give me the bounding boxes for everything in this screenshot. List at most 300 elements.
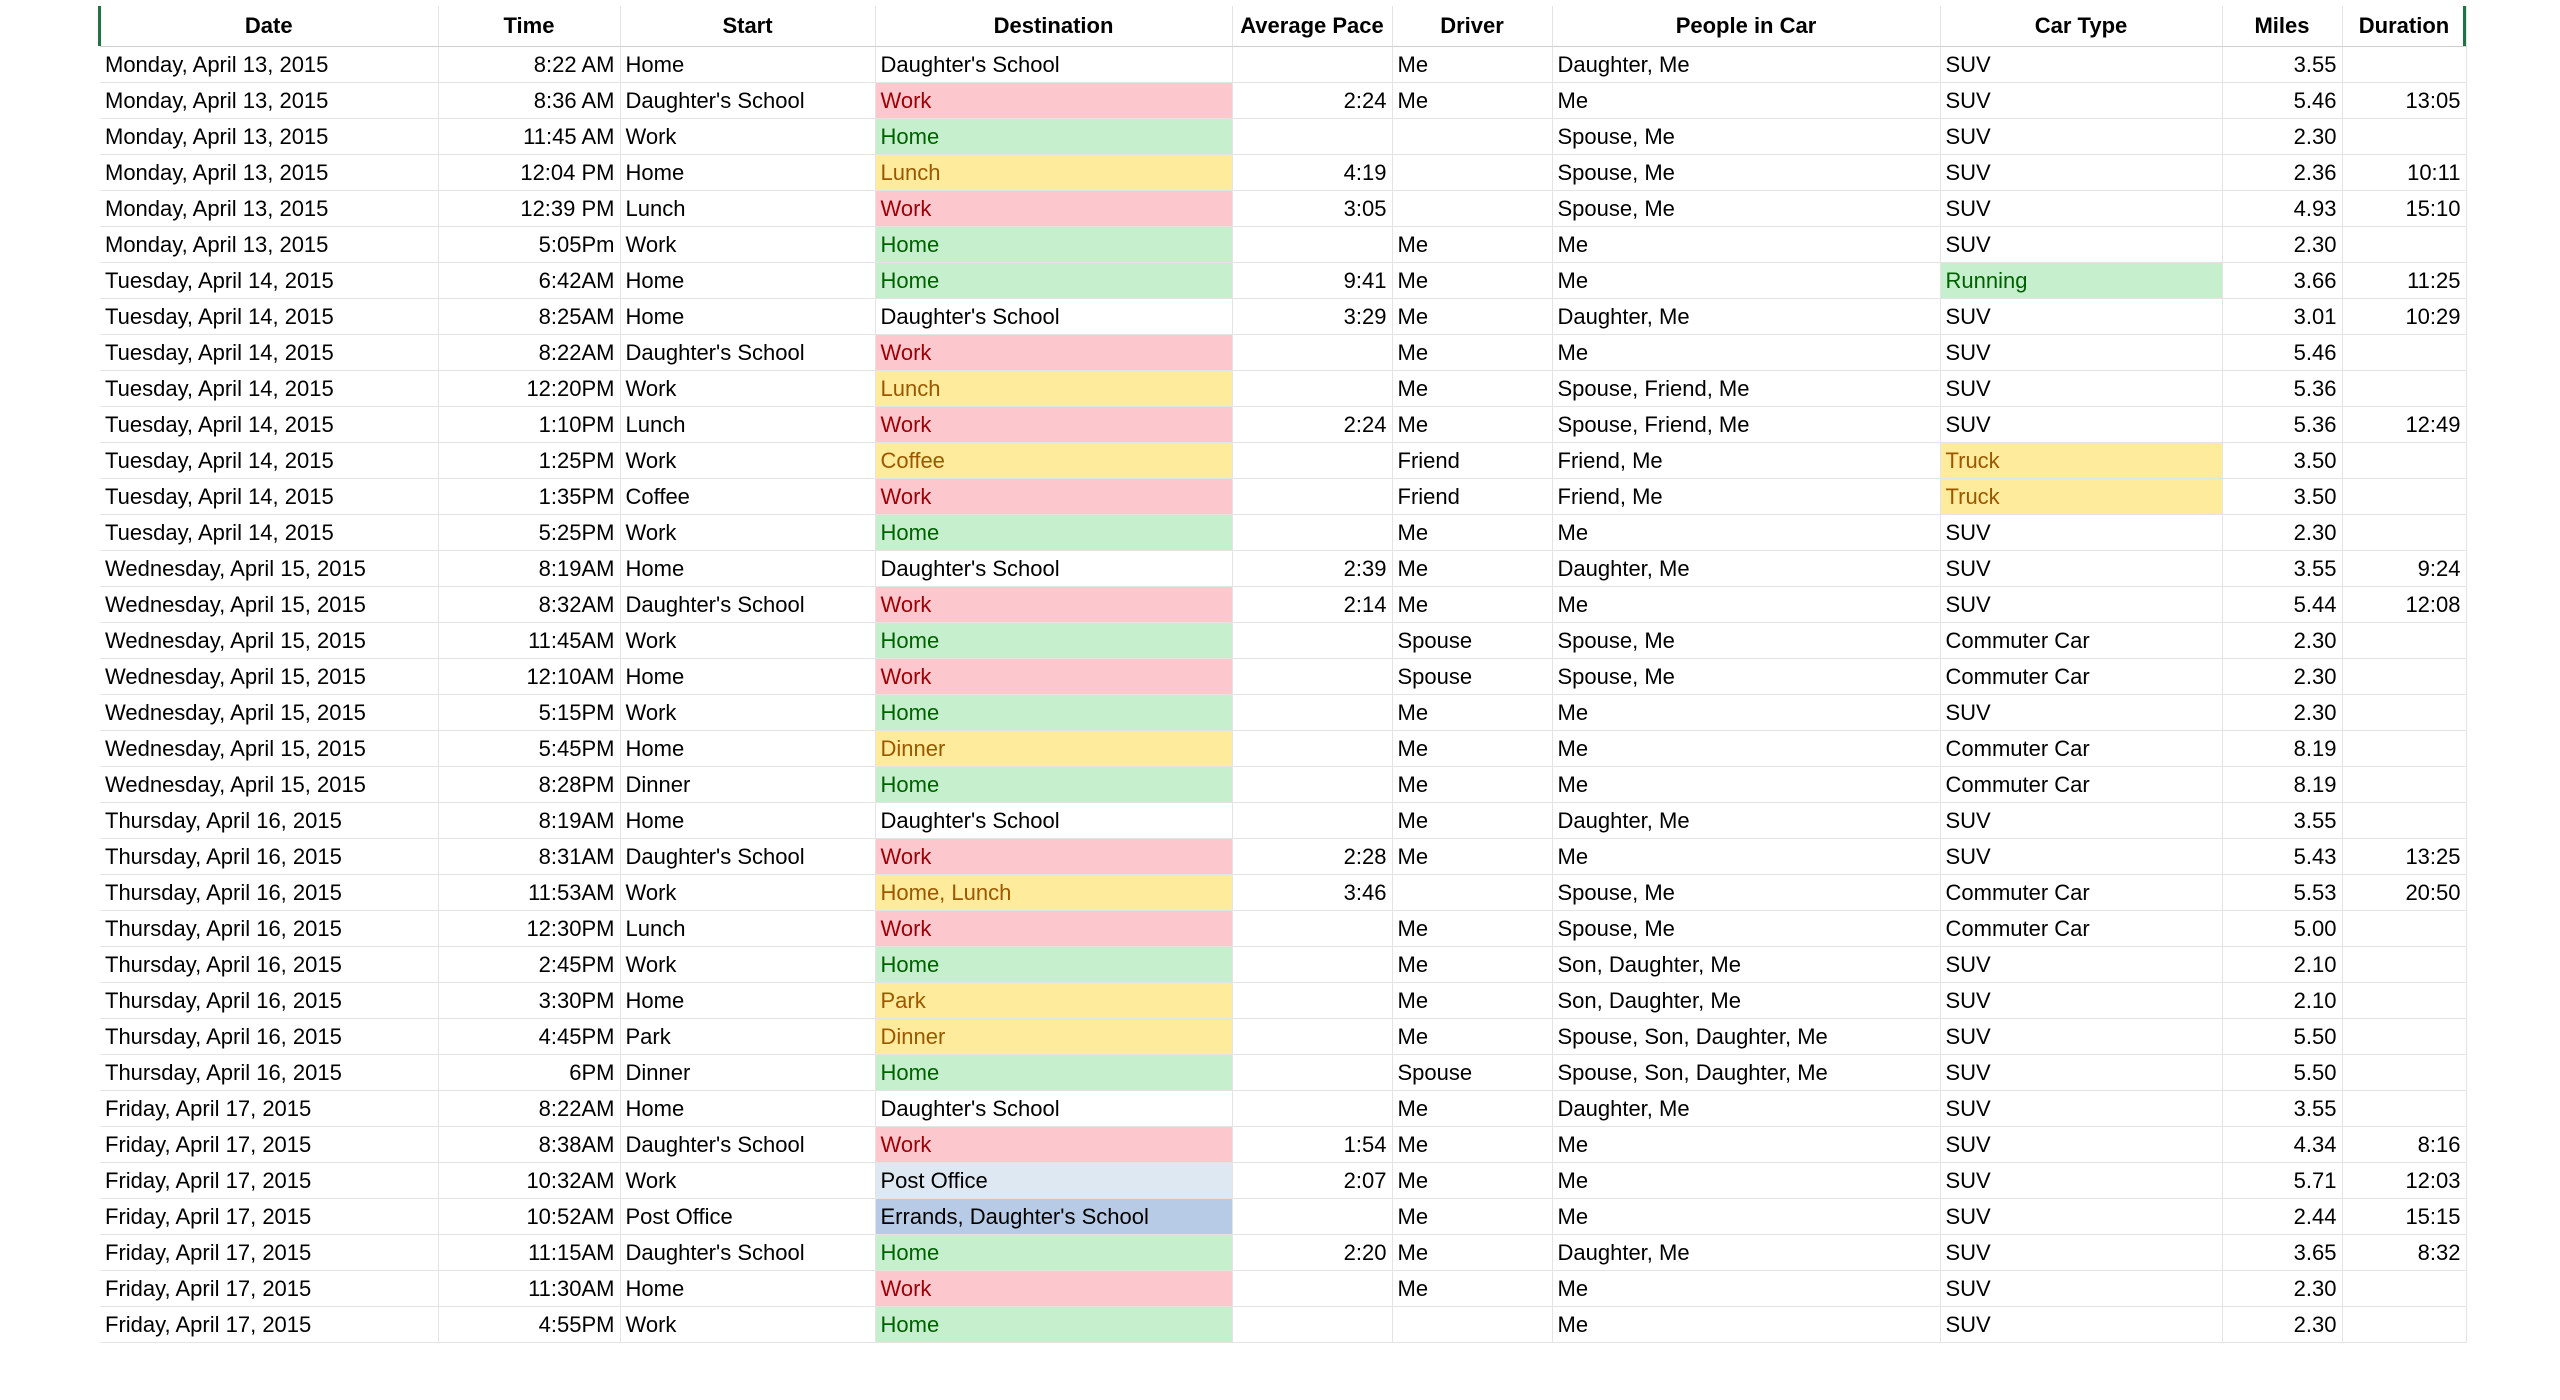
cell-driver[interactable]: Me	[1392, 695, 1552, 731]
cell-destination[interactable]: Coffee	[875, 443, 1232, 479]
cell-driver[interactable]: Me	[1392, 983, 1552, 1019]
cell-miles[interactable]: 2.30	[2222, 623, 2342, 659]
cell-miles[interactable]: 5.44	[2222, 587, 2342, 623]
cell-car-type[interactable]: SUV	[1940, 515, 2222, 551]
cell-driver[interactable]: Me	[1392, 515, 1552, 551]
cell-average-pace[interactable]	[1232, 695, 1392, 731]
cell-average-pace[interactable]: 2:20	[1232, 1235, 1392, 1271]
cell-miles[interactable]: 3.50	[2222, 479, 2342, 515]
cell-time[interactable]: 10:52AM	[438, 1199, 620, 1235]
cell-average-pace[interactable]: 3:05	[1232, 191, 1392, 227]
cell-car-type[interactable]: SUV	[1940, 227, 2222, 263]
cell-average-pace[interactable]	[1232, 767, 1392, 803]
cell-car-type[interactable]: Truck	[1940, 443, 2222, 479]
cell-average-pace[interactable]	[1232, 947, 1392, 983]
cell-destination[interactable]: Work	[875, 83, 1232, 119]
cell-start[interactable]: Work	[620, 1307, 875, 1343]
cell-destination[interactable]: Home	[875, 119, 1232, 155]
cell-destination[interactable]: Post Office	[875, 1163, 1232, 1199]
header-driver[interactable]: Driver	[1392, 6, 1552, 47]
cell-destination[interactable]: Home	[875, 1307, 1232, 1343]
cell-driver[interactable]	[1392, 1307, 1552, 1343]
cell-time[interactable]: 8:19AM	[438, 551, 620, 587]
cell-people-in-car[interactable]: Me	[1552, 1127, 1940, 1163]
cell-date[interactable]: Monday, April 13, 2015	[100, 191, 438, 227]
cell-date[interactable]: Thursday, April 16, 2015	[100, 875, 438, 911]
header-duration[interactable]: Duration	[2342, 6, 2466, 47]
cell-duration[interactable]: 10:11	[2342, 155, 2466, 191]
cell-time[interactable]: 11:45AM	[438, 623, 620, 659]
cell-people-in-car[interactable]: Spouse, Me	[1552, 623, 1940, 659]
cell-destination[interactable]: Work	[875, 911, 1232, 947]
cell-time[interactable]: 12:20PM	[438, 371, 620, 407]
cell-car-type[interactable]: SUV	[1940, 155, 2222, 191]
cell-time[interactable]: 12:30PM	[438, 911, 620, 947]
cell-date[interactable]: Friday, April 17, 2015	[100, 1199, 438, 1235]
cell-start[interactable]: Home	[620, 1091, 875, 1127]
cell-people-in-car[interactable]: Spouse, Me	[1552, 119, 1940, 155]
cell-duration[interactable]	[2342, 803, 2466, 839]
cell-duration[interactable]	[2342, 371, 2466, 407]
cell-driver[interactable]: Spouse	[1392, 623, 1552, 659]
cell-date[interactable]: Wednesday, April 15, 2015	[100, 551, 438, 587]
cell-time[interactable]: 1:35PM	[438, 479, 620, 515]
cell-average-pace[interactable]: 3:29	[1232, 299, 1392, 335]
cell-driver[interactable]: Me	[1392, 1091, 1552, 1127]
cell-driver[interactable]: Me	[1392, 731, 1552, 767]
header-start[interactable]: Start	[620, 6, 875, 47]
cell-miles[interactable]: 5.71	[2222, 1163, 2342, 1199]
cell-duration[interactable]: 15:15	[2342, 1199, 2466, 1235]
cell-car-type[interactable]: SUV	[1940, 1235, 2222, 1271]
cell-date[interactable]: Friday, April 17, 2015	[100, 1163, 438, 1199]
cell-destination[interactable]: Lunch	[875, 371, 1232, 407]
cell-driver[interactable]: Friend	[1392, 479, 1552, 515]
cell-destination[interactable]: Home	[875, 1055, 1232, 1091]
cell-car-type[interactable]: SUV	[1940, 1055, 2222, 1091]
cell-date[interactable]: Monday, April 13, 2015	[100, 155, 438, 191]
cell-destination[interactable]: Daughter's School	[875, 47, 1232, 83]
cell-date[interactable]: Tuesday, April 14, 2015	[100, 299, 438, 335]
cell-start[interactable]: Lunch	[620, 191, 875, 227]
cell-time[interactable]: 12:04 PM	[438, 155, 620, 191]
cell-average-pace[interactable]	[1232, 1271, 1392, 1307]
cell-time[interactable]: 8:32AM	[438, 587, 620, 623]
cell-people-in-car[interactable]: Me	[1552, 767, 1940, 803]
cell-start[interactable]: Work	[620, 623, 875, 659]
cell-people-in-car[interactable]: Spouse, Me	[1552, 155, 1940, 191]
cell-driver[interactable]: Me	[1392, 551, 1552, 587]
cell-average-pace[interactable]: 2:14	[1232, 587, 1392, 623]
cell-time[interactable]: 11:30AM	[438, 1271, 620, 1307]
cell-date[interactable]: Tuesday, April 14, 2015	[100, 335, 438, 371]
header-average-pace[interactable]: Average Pace	[1232, 6, 1392, 47]
cell-destination[interactable]: Lunch	[875, 155, 1232, 191]
cell-miles[interactable]: 3.01	[2222, 299, 2342, 335]
cell-car-type[interactable]: SUV	[1940, 1271, 2222, 1307]
cell-duration[interactable]	[2342, 911, 2466, 947]
cell-car-type[interactable]: Commuter Car	[1940, 911, 2222, 947]
cell-duration[interactable]: 15:10	[2342, 191, 2466, 227]
cell-date[interactable]: Thursday, April 16, 2015	[100, 947, 438, 983]
cell-start[interactable]: Daughter's School	[620, 1235, 875, 1271]
cell-duration[interactable]	[2342, 623, 2466, 659]
cell-driver[interactable]	[1392, 155, 1552, 191]
cell-car-type[interactable]: SUV	[1940, 1091, 2222, 1127]
cell-driver[interactable]: Me	[1392, 767, 1552, 803]
cell-people-in-car[interactable]: Son, Daughter, Me	[1552, 947, 1940, 983]
cell-people-in-car[interactable]: Daughter, Me	[1552, 299, 1940, 335]
cell-people-in-car[interactable]: Me	[1552, 1307, 1940, 1343]
cell-driver[interactable]	[1392, 875, 1552, 911]
cell-car-type[interactable]: SUV	[1940, 1127, 2222, 1163]
cell-car-type[interactable]: Commuter Car	[1940, 659, 2222, 695]
cell-date[interactable]: Thursday, April 16, 2015	[100, 983, 438, 1019]
cell-people-in-car[interactable]: Spouse, Me	[1552, 875, 1940, 911]
cell-time[interactable]: 5:15PM	[438, 695, 620, 731]
cell-duration[interactable]: 12:49	[2342, 407, 2466, 443]
cell-people-in-car[interactable]: Daughter, Me	[1552, 47, 1940, 83]
cell-time[interactable]: 6:42AM	[438, 263, 620, 299]
cell-car-type[interactable]: SUV	[1940, 947, 2222, 983]
cell-car-type[interactable]: SUV	[1940, 407, 2222, 443]
cell-duration[interactable]: 9:24	[2342, 551, 2466, 587]
cell-date[interactable]: Wednesday, April 15, 2015	[100, 695, 438, 731]
cell-date[interactable]: Monday, April 13, 2015	[100, 119, 438, 155]
cell-driver[interactable]: Spouse	[1392, 659, 1552, 695]
cell-people-in-car[interactable]: Spouse, Me	[1552, 659, 1940, 695]
cell-people-in-car[interactable]: Me	[1552, 1271, 1940, 1307]
cell-average-pace[interactable]: 2:28	[1232, 839, 1392, 875]
cell-date[interactable]: Wednesday, April 15, 2015	[100, 587, 438, 623]
cell-average-pace[interactable]	[1232, 983, 1392, 1019]
cell-start[interactable]: Coffee	[620, 479, 875, 515]
cell-people-in-car[interactable]: Me	[1552, 731, 1940, 767]
cell-average-pace[interactable]	[1232, 1019, 1392, 1055]
cell-time[interactable]: 8:19AM	[438, 803, 620, 839]
cell-start[interactable]: Work	[620, 371, 875, 407]
cell-destination[interactable]: Work	[875, 1127, 1232, 1163]
cell-driver[interactable]: Me	[1392, 911, 1552, 947]
cell-duration[interactable]	[2342, 47, 2466, 83]
cell-miles[interactable]: 5.36	[2222, 407, 2342, 443]
cell-duration[interactable]	[2342, 1271, 2466, 1307]
cell-destination[interactable]: Dinner	[875, 731, 1232, 767]
cell-miles[interactable]: 2.30	[2222, 659, 2342, 695]
cell-car-type[interactable]: Commuter Car	[1940, 623, 2222, 659]
cell-miles[interactable]: 3.66	[2222, 263, 2342, 299]
cell-start[interactable]: Work	[620, 227, 875, 263]
cell-miles[interactable]: 5.36	[2222, 371, 2342, 407]
cell-time[interactable]: 8:38AM	[438, 1127, 620, 1163]
cell-start[interactable]: Home	[620, 299, 875, 335]
cell-people-in-car[interactable]: Spouse, Son, Daughter, Me	[1552, 1055, 1940, 1091]
cell-miles[interactable]: 2.10	[2222, 983, 2342, 1019]
cell-duration[interactable]: 8:16	[2342, 1127, 2466, 1163]
cell-miles[interactable]: 5.46	[2222, 335, 2342, 371]
cell-miles[interactable]: 5.53	[2222, 875, 2342, 911]
cell-miles[interactable]: 2.36	[2222, 155, 2342, 191]
cell-average-pace[interactable]	[1232, 803, 1392, 839]
cell-people-in-car[interactable]: Friend, Me	[1552, 443, 1940, 479]
cell-destination[interactable]: Daughter's School	[875, 803, 1232, 839]
cell-people-in-car[interactable]: Daughter, Me	[1552, 803, 1940, 839]
cell-date[interactable]: Friday, April 17, 2015	[100, 1091, 438, 1127]
cell-start[interactable]: Daughter's School	[620, 83, 875, 119]
cell-miles[interactable]: 3.55	[2222, 551, 2342, 587]
cell-start[interactable]: Daughter's School	[620, 839, 875, 875]
cell-start[interactable]: Home	[620, 731, 875, 767]
cell-date[interactable]: Tuesday, April 14, 2015	[100, 263, 438, 299]
cell-start[interactable]: Home	[620, 155, 875, 191]
cell-time[interactable]: 2:45PM	[438, 947, 620, 983]
cell-people-in-car[interactable]: Me	[1552, 587, 1940, 623]
cell-start[interactable]: Daughter's School	[620, 1127, 875, 1163]
cell-driver[interactable]: Me	[1392, 1235, 1552, 1271]
cell-car-type[interactable]: SUV	[1940, 335, 2222, 371]
cell-start[interactable]: Home	[620, 47, 875, 83]
cell-time[interactable]: 4:55PM	[438, 1307, 620, 1343]
cell-time[interactable]: 10:32AM	[438, 1163, 620, 1199]
cell-start[interactable]: Home	[620, 551, 875, 587]
cell-people-in-car[interactable]: Me	[1552, 839, 1940, 875]
cell-miles[interactable]: 3.55	[2222, 803, 2342, 839]
cell-people-in-car[interactable]: Me	[1552, 263, 1940, 299]
cell-car-type[interactable]: SUV	[1940, 983, 2222, 1019]
cell-date[interactable]: Monday, April 13, 2015	[100, 47, 438, 83]
cell-start[interactable]: Home	[620, 263, 875, 299]
cell-time[interactable]: 1:10PM	[438, 407, 620, 443]
cell-date[interactable]: Thursday, April 16, 2015	[100, 911, 438, 947]
cell-driver[interactable]	[1392, 119, 1552, 155]
cell-date[interactable]: Monday, April 13, 2015	[100, 83, 438, 119]
cell-people-in-car[interactable]: Me	[1552, 1163, 1940, 1199]
cell-time[interactable]: 6PM	[438, 1055, 620, 1091]
cell-people-in-car[interactable]: Spouse, Son, Daughter, Me	[1552, 1019, 1940, 1055]
cell-time[interactable]: 11:15AM	[438, 1235, 620, 1271]
cell-driver[interactable]	[1392, 191, 1552, 227]
cell-start[interactable]: Work	[620, 443, 875, 479]
cell-duration[interactable]: 8:32	[2342, 1235, 2466, 1271]
cell-time[interactable]: 8:22AM	[438, 1091, 620, 1127]
cell-duration[interactable]	[2342, 119, 2466, 155]
cell-miles[interactable]: 5.46	[2222, 83, 2342, 119]
cell-time[interactable]: 11:53AM	[438, 875, 620, 911]
cell-average-pace[interactable]	[1232, 1307, 1392, 1343]
cell-destination[interactable]: Work	[875, 659, 1232, 695]
cell-average-pace[interactable]	[1232, 371, 1392, 407]
cell-miles[interactable]: 3.55	[2222, 47, 2342, 83]
cell-date[interactable]: Tuesday, April 14, 2015	[100, 371, 438, 407]
cell-destination[interactable]: Home, Lunch	[875, 875, 1232, 911]
cell-duration[interactable]: 10:29	[2342, 299, 2466, 335]
cell-start[interactable]: Work	[620, 119, 875, 155]
cell-miles[interactable]: 5.43	[2222, 839, 2342, 875]
cell-duration[interactable]	[2342, 227, 2466, 263]
header-car-type[interactable]: Car Type	[1940, 6, 2222, 47]
cell-destination[interactable]: Work	[875, 407, 1232, 443]
cell-average-pace[interactable]: 9:41	[1232, 263, 1392, 299]
cell-people-in-car[interactable]: Spouse, Me	[1552, 191, 1940, 227]
cell-time[interactable]: 8:31AM	[438, 839, 620, 875]
cell-car-type[interactable]: Commuter Car	[1940, 767, 2222, 803]
cell-miles[interactable]: 4.93	[2222, 191, 2342, 227]
cell-duration[interactable]: 13:25	[2342, 839, 2466, 875]
cell-date[interactable]: Tuesday, April 14, 2015	[100, 479, 438, 515]
cell-car-type[interactable]: SUV	[1940, 695, 2222, 731]
cell-start[interactable]: Home	[620, 803, 875, 839]
cell-start[interactable]: Work	[620, 947, 875, 983]
cell-miles[interactable]: 2.10	[2222, 947, 2342, 983]
cell-miles[interactable]: 3.50	[2222, 443, 2342, 479]
cell-average-pace[interactable]: 2:24	[1232, 407, 1392, 443]
cell-car-type[interactable]: SUV	[1940, 47, 2222, 83]
cell-destination[interactable]: Work	[875, 1271, 1232, 1307]
cell-time[interactable]: 12:10AM	[438, 659, 620, 695]
cell-average-pace[interactable]	[1232, 119, 1392, 155]
cell-start[interactable]: Daughter's School	[620, 335, 875, 371]
cell-miles[interactable]: 8.19	[2222, 731, 2342, 767]
cell-people-in-car[interactable]: Friend, Me	[1552, 479, 1940, 515]
cell-duration[interactable]	[2342, 479, 2466, 515]
cell-car-type[interactable]: SUV	[1940, 1019, 2222, 1055]
cell-people-in-car[interactable]: Me	[1552, 227, 1940, 263]
cell-driver[interactable]: Me	[1392, 371, 1552, 407]
cell-average-pace[interactable]	[1232, 1199, 1392, 1235]
cell-destination[interactable]: Work	[875, 191, 1232, 227]
cell-date[interactable]: Thursday, April 16, 2015	[100, 839, 438, 875]
cell-driver[interactable]: Spouse	[1392, 1055, 1552, 1091]
cell-duration[interactable]: 20:50	[2342, 875, 2466, 911]
cell-car-type[interactable]: SUV	[1940, 119, 2222, 155]
cell-miles[interactable]: 5.00	[2222, 911, 2342, 947]
cell-people-in-car[interactable]: Spouse, Friend, Me	[1552, 371, 1940, 407]
cell-duration[interactable]	[2342, 1019, 2466, 1055]
cell-driver[interactable]: Friend	[1392, 443, 1552, 479]
cell-miles[interactable]: 2.30	[2222, 227, 2342, 263]
cell-duration[interactable]: 12:03	[2342, 1163, 2466, 1199]
cell-date[interactable]: Friday, April 17, 2015	[100, 1307, 438, 1343]
cell-people-in-car[interactable]: Me	[1552, 335, 1940, 371]
cell-date[interactable]: Tuesday, April 14, 2015	[100, 407, 438, 443]
cell-destination[interactable]: Daughter's School	[875, 299, 1232, 335]
cell-date[interactable]: Tuesday, April 14, 2015	[100, 443, 438, 479]
cell-destination[interactable]: Dinner	[875, 1019, 1232, 1055]
cell-start[interactable]: Home	[620, 1271, 875, 1307]
cell-miles[interactable]: 2.30	[2222, 119, 2342, 155]
cell-miles[interactable]: 3.65	[2222, 1235, 2342, 1271]
cell-average-pace[interactable]	[1232, 1055, 1392, 1091]
cell-destination[interactable]: Work	[875, 335, 1232, 371]
cell-car-type[interactable]: Truck	[1940, 479, 2222, 515]
cell-people-in-car[interactable]: Spouse, Friend, Me	[1552, 407, 1940, 443]
cell-time[interactable]: 8:36 AM	[438, 83, 620, 119]
cell-people-in-car[interactable]: Me	[1552, 515, 1940, 551]
cell-miles[interactable]: 2.30	[2222, 1307, 2342, 1343]
cell-time[interactable]: 8:22AM	[438, 335, 620, 371]
cell-driver[interactable]: Me	[1392, 1199, 1552, 1235]
cell-driver[interactable]: Me	[1392, 1127, 1552, 1163]
cell-miles[interactable]: 2.44	[2222, 1199, 2342, 1235]
cell-average-pace[interactable]	[1232, 227, 1392, 263]
cell-time[interactable]: 8:22 AM	[438, 47, 620, 83]
cell-miles[interactable]: 2.30	[2222, 695, 2342, 731]
cell-car-type[interactable]: SUV	[1940, 803, 2222, 839]
cell-time[interactable]: 5:45PM	[438, 731, 620, 767]
cell-driver[interactable]: Me	[1392, 803, 1552, 839]
cell-date[interactable]: Monday, April 13, 2015	[100, 227, 438, 263]
cell-average-pace[interactable]	[1232, 47, 1392, 83]
cell-average-pace[interactable]: 3:46	[1232, 875, 1392, 911]
cell-driver[interactable]: Me	[1392, 47, 1552, 83]
cell-driver[interactable]: Me	[1392, 947, 1552, 983]
cell-start[interactable]: Dinner	[620, 1055, 875, 1091]
cell-start[interactable]: Daughter's School	[620, 587, 875, 623]
cell-destination[interactable]: Home	[875, 263, 1232, 299]
cell-destination[interactable]: Errands, Daughter's School	[875, 1199, 1232, 1235]
cell-destination[interactable]: Park	[875, 983, 1232, 1019]
cell-average-pace[interactable]: 2:07	[1232, 1163, 1392, 1199]
cell-duration[interactable]	[2342, 515, 2466, 551]
cell-date[interactable]: Wednesday, April 15, 2015	[100, 767, 438, 803]
cell-car-type[interactable]: SUV	[1940, 371, 2222, 407]
cell-duration[interactable]	[2342, 1055, 2466, 1091]
cell-people-in-car[interactable]: Spouse, Me	[1552, 911, 1940, 947]
cell-average-pace[interactable]	[1232, 731, 1392, 767]
cell-car-type[interactable]: SUV	[1940, 587, 2222, 623]
cell-destination[interactable]: Home	[875, 515, 1232, 551]
cell-destination[interactable]: Home	[875, 1235, 1232, 1271]
cell-time[interactable]: 12:39 PM	[438, 191, 620, 227]
cell-driver[interactable]: Me	[1392, 1163, 1552, 1199]
cell-date[interactable]: Thursday, April 16, 2015	[100, 1055, 438, 1091]
cell-average-pace[interactable]	[1232, 479, 1392, 515]
cell-date[interactable]: Friday, April 17, 2015	[100, 1127, 438, 1163]
cell-driver[interactable]: Me	[1392, 407, 1552, 443]
cell-time[interactable]: 1:25PM	[438, 443, 620, 479]
cell-time[interactable]: 5:25PM	[438, 515, 620, 551]
cell-car-type[interactable]: SUV	[1940, 191, 2222, 227]
cell-start[interactable]: Work	[620, 1163, 875, 1199]
cell-destination[interactable]: Work	[875, 479, 1232, 515]
cell-people-in-car[interactable]: Daughter, Me	[1552, 1091, 1940, 1127]
cell-time[interactable]: 11:45 AM	[438, 119, 620, 155]
cell-destination[interactable]: Home	[875, 767, 1232, 803]
cell-date[interactable]: Wednesday, April 15, 2015	[100, 623, 438, 659]
cell-start[interactable]: Park	[620, 1019, 875, 1055]
cell-destination[interactable]: Home	[875, 227, 1232, 263]
cell-miles[interactable]: 5.50	[2222, 1055, 2342, 1091]
cell-average-pace[interactable]: 1:54	[1232, 1127, 1392, 1163]
cell-driver[interactable]: Me	[1392, 587, 1552, 623]
cell-car-type[interactable]: SUV	[1940, 551, 2222, 587]
cell-average-pace[interactable]	[1232, 1091, 1392, 1127]
cell-duration[interactable]	[2342, 695, 2466, 731]
cell-date[interactable]: Friday, April 17, 2015	[100, 1235, 438, 1271]
cell-car-type[interactable]: SUV	[1940, 83, 2222, 119]
header-time[interactable]: Time	[438, 6, 620, 47]
cell-time[interactable]: 8:28PM	[438, 767, 620, 803]
cell-destination[interactable]: Work	[875, 587, 1232, 623]
cell-miles[interactable]: 2.30	[2222, 515, 2342, 551]
cell-duration[interactable]	[2342, 1307, 2466, 1343]
cell-start[interactable]: Home	[620, 659, 875, 695]
cell-average-pace[interactable]: 4:19	[1232, 155, 1392, 191]
cell-date[interactable]: Thursday, April 16, 2015	[100, 803, 438, 839]
cell-driver[interactable]: Me	[1392, 299, 1552, 335]
cell-miles[interactable]: 4.34	[2222, 1127, 2342, 1163]
cell-duration[interactable]	[2342, 443, 2466, 479]
